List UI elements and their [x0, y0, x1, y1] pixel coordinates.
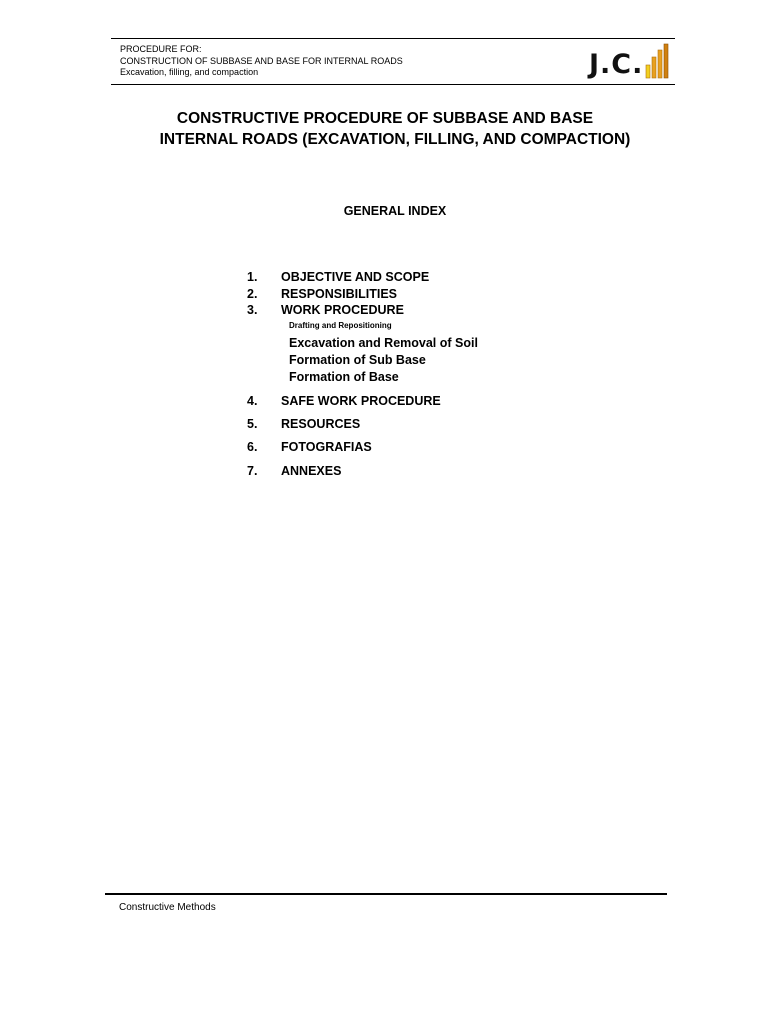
toc-label: RESPONSIBILITIES	[281, 287, 397, 301]
toc-number: 7.	[247, 464, 258, 478]
footer-text: Constructive Methods	[119, 902, 216, 913]
logo-bars-icon	[645, 43, 671, 79]
toc-subitem: Formation of Base	[289, 370, 399, 384]
general-index-heading: GENERAL INDEX	[343, 204, 447, 218]
toc-subitem: Excavation and Removal of Soil	[289, 336, 478, 350]
toc-number: 6.	[247, 440, 258, 454]
toc-label: RESOURCES	[281, 417, 361, 431]
document-title-line-1: CONSTRUCTIVE PROCEDURE OF SUBBASE AND BASE	[176, 110, 594, 127]
header-line-1: PROCEDURE FOR:	[120, 44, 202, 54]
header-line-2: CONSTRUCTION OF SUBBASE AND BASE FOR INTERNAL ROADS	[120, 55, 403, 66]
company-logo	[589, 43, 671, 79]
document-title-line-2: INTERNAL ROADS (EXCAVATION, FILLING, AND COMPACTION)	[159, 131, 631, 148]
toc-subitem: Drafting and Repositioning	[289, 321, 392, 330]
toc-label: SAFE WORK PROCEDURE	[281, 394, 441, 408]
toc-label: OBJECTIVE AND SCOPE	[281, 270, 430, 284]
toc-number: 5.	[247, 417, 258, 431]
toc-label: WORK PROCEDURE	[281, 303, 404, 317]
footer-divider	[105, 893, 667, 895]
toc-number: 2.	[247, 287, 258, 301]
toc-number: 1.	[247, 270, 258, 284]
toc-label: ANNEXES	[281, 464, 342, 478]
toc-subitem: Formation of Sub Base	[289, 353, 426, 367]
page-header	[111, 38, 675, 85]
logo-text: J.C.	[589, 49, 644, 80]
toc-number: 3.	[247, 303, 258, 317]
header-text	[120, 44, 403, 79]
header-line-3: Excavation, filling, and compaction	[120, 67, 259, 77]
toc-number: 4.	[247, 394, 258, 408]
toc-label: FOTOGRAFIAS	[281, 440, 372, 454]
